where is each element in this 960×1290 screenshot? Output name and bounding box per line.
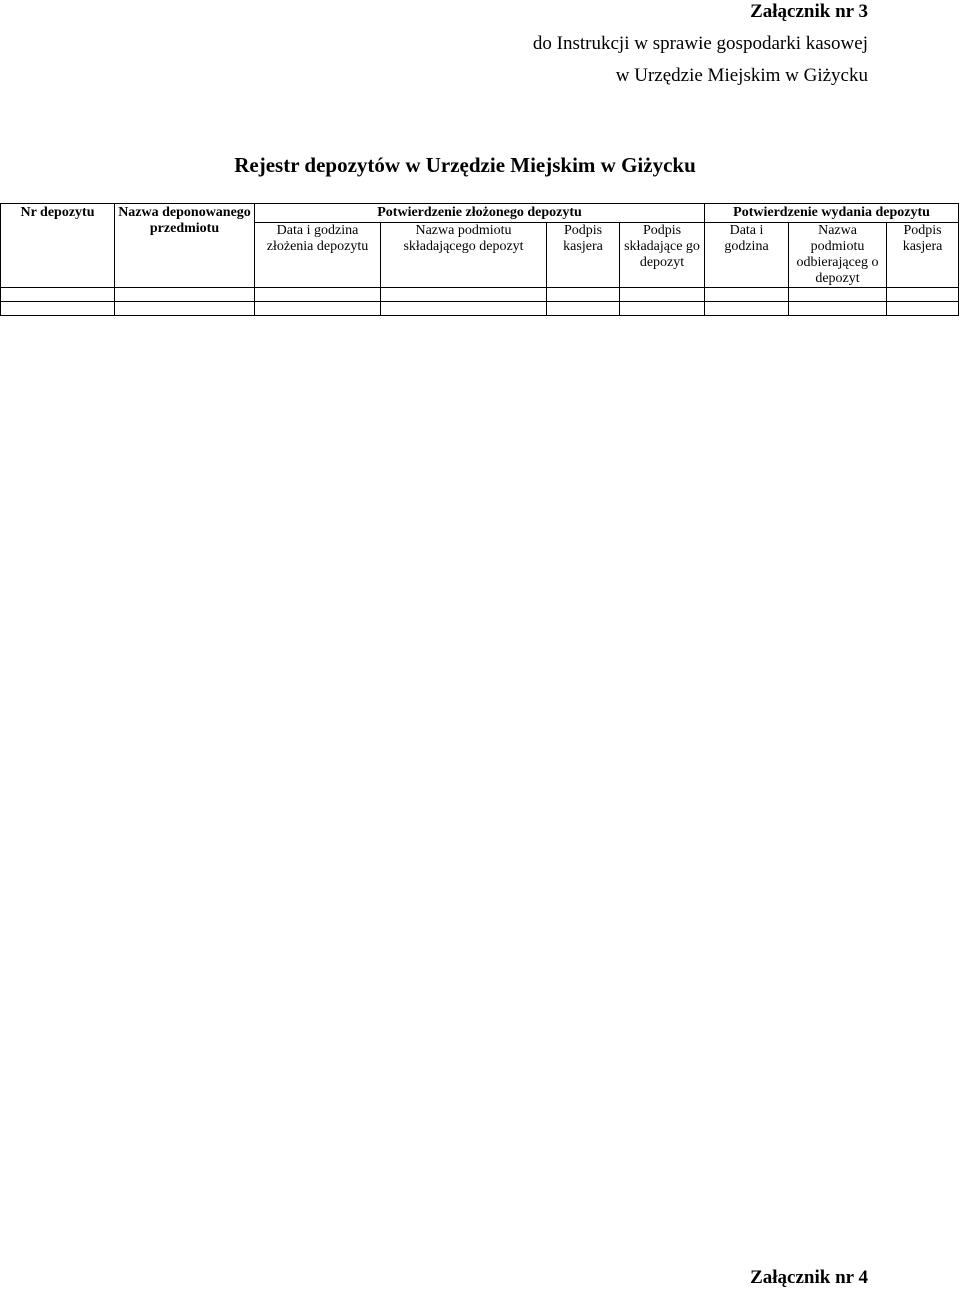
header-data-zlozenia: Data i godzina złożenia depozytu [255, 223, 381, 288]
table-cell [547, 302, 620, 316]
header-potwierdzenie-zlozenia: Potwierdzenie złożonego depozytu [255, 204, 705, 223]
header-potwierdzenie-wydania: Potwierdzenie wydania depozytu [705, 204, 959, 223]
header-nazwa-skladajacego: Nazwa podmiotu składającego depozyt [381, 223, 547, 288]
deposit-register-table [0, 203, 959, 316]
table-cell [1, 302, 115, 316]
table-cell [381, 288, 547, 302]
annex-reference-line-1: do Instrukcji w sprawie gospodarki kasowej [532, 33, 868, 54]
table-cell [705, 288, 789, 302]
document-title: Rejestr depozytów w Urzędzie Miejskim w Giżycku [234, 153, 696, 177]
table-cell [1, 288, 115, 302]
header-nazwa-odbierajacego: Nazwa podmiotu odbierająceg o depozyt [789, 223, 887, 288]
table-cell [255, 288, 381, 302]
table-cell [620, 302, 705, 316]
header-podpis-kasjera-zlozenie: Podpis kasjera [547, 223, 620, 288]
table-row [1, 302, 959, 316]
table-cell [887, 288, 959, 302]
table-cell [115, 288, 255, 302]
table-cell [705, 302, 789, 316]
table-cell [115, 302, 255, 316]
table-row [1, 288, 959, 302]
table-cell [789, 288, 887, 302]
header-data-wydania: Data i godzina [705, 223, 789, 288]
table-cell [789, 302, 887, 316]
table-cell [887, 302, 959, 316]
table-cell [381, 302, 547, 316]
table-cell [255, 302, 381, 316]
annex-number: Załącznik nr 3 [750, 1, 868, 22]
header-nr-depozytu: Nr depozytu [1, 204, 115, 288]
next-annex-heading: Załącznik nr 4 [750, 1267, 868, 1288]
table-cell [620, 288, 705, 302]
header-nazwa-przedmiotu: Nazwa deponowanego przedmiotu [115, 204, 255, 288]
header-podpis-skladajacego: Podpis składające go depozyt [620, 223, 705, 288]
annex-reference-line-2: w Urzędzie Miejskim w Giżycku [615, 65, 868, 86]
table-cell [547, 288, 620, 302]
header-podpis-kasjera-wydanie: Podpis kasjera [887, 223, 959, 288]
